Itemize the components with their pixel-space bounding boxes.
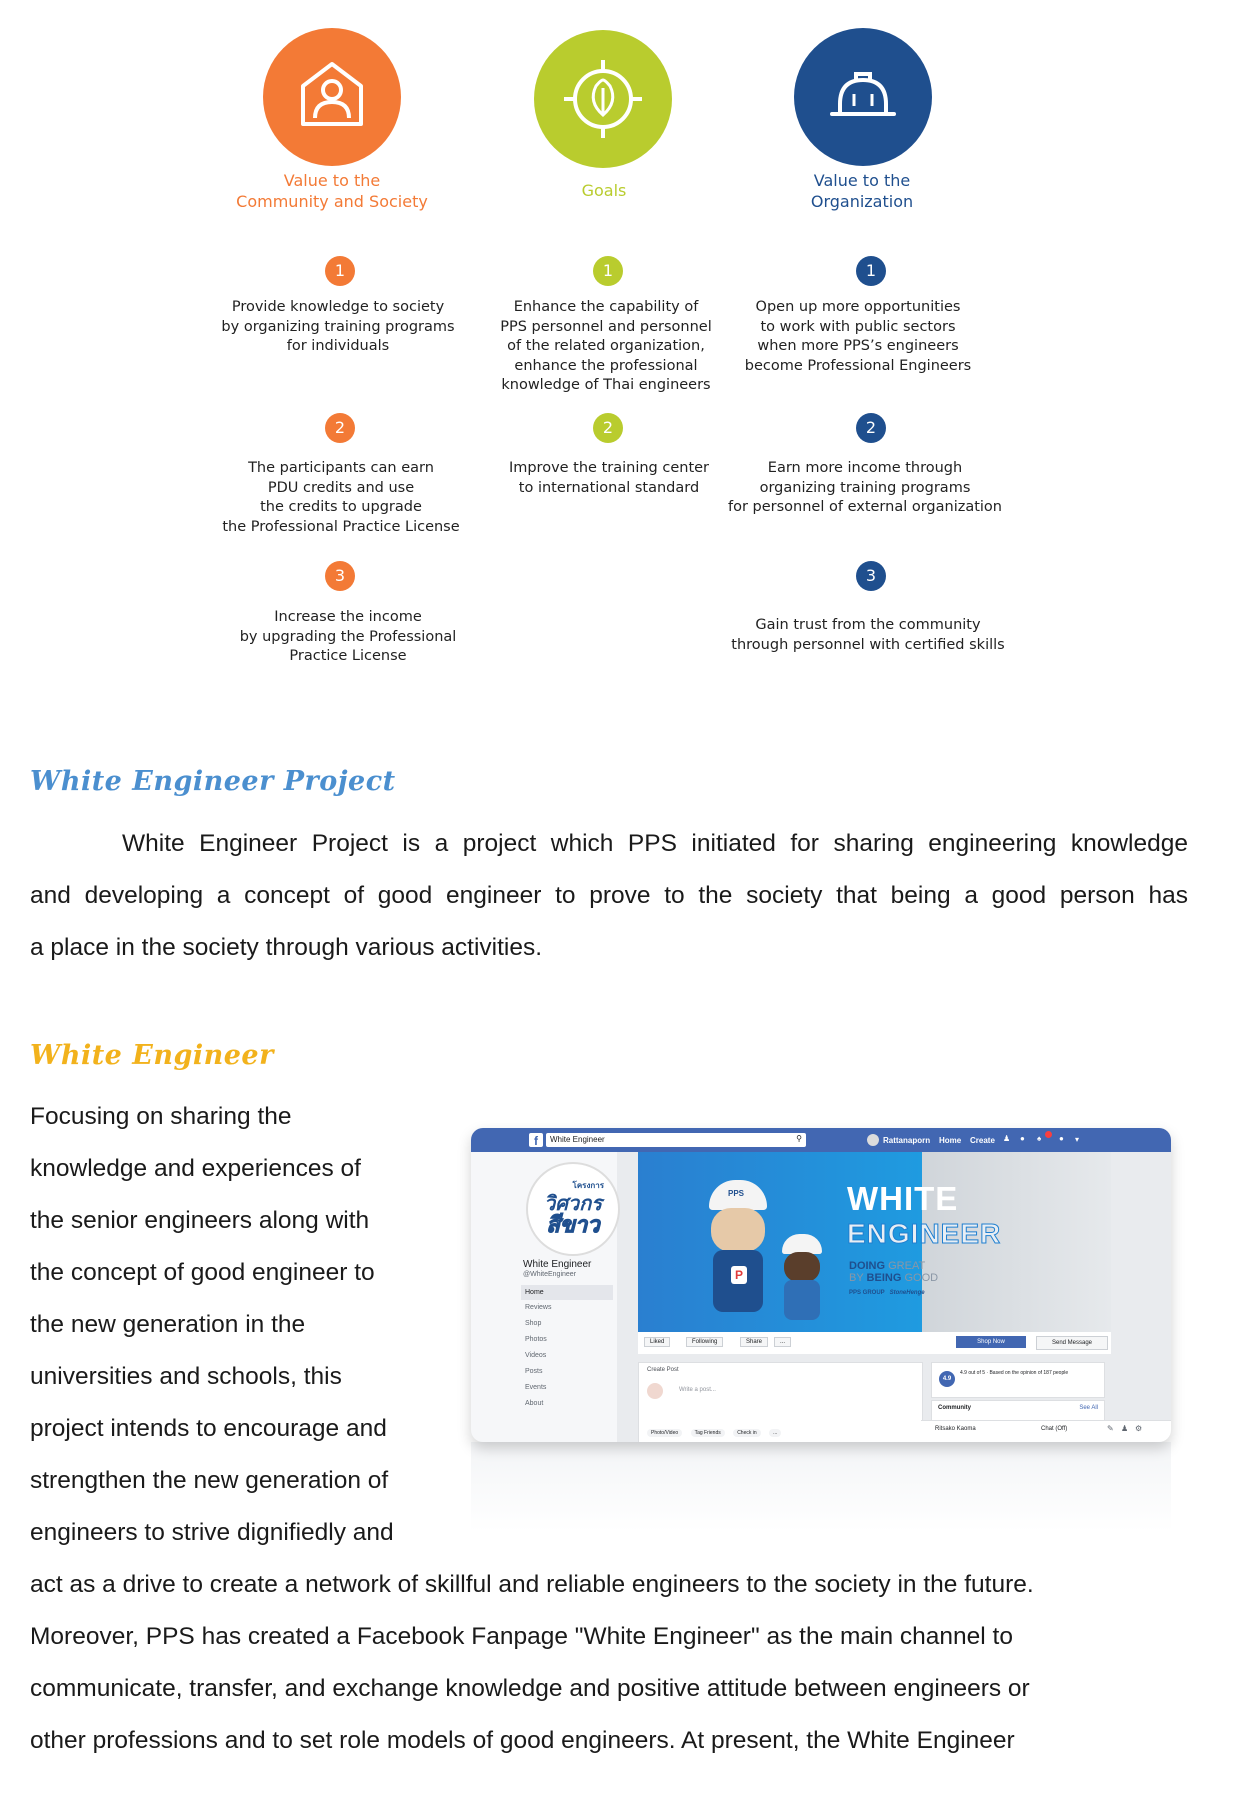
chat-bar [921,1420,1171,1442]
mascot-small-face [784,1252,820,1282]
paragraph-line: a place in the society through various activities. [30,934,543,961]
project-paragraph [30,818,1188,974]
col-title-organization: Value to the Organization [810,171,914,211]
share-button[interactable]: Share [740,1337,768,1347]
fb-top-bar [471,1128,1171,1152]
mascot-small [778,1234,826,1322]
facebook-logo-icon: f [529,1133,543,1147]
cover-photo [638,1152,1111,1332]
tag-friends-tab[interactable]: Tag Friends [691,1429,725,1437]
rating-badge: 4.9 [939,1371,955,1387]
tag-being: BEING [866,1272,902,1284]
fb-avatar[interactable] [867,1134,879,1146]
organization-item-2: Earn more income through organizing training programs for personnel of external organization [727,460,1002,515]
cover-tagline [849,1260,938,1284]
more-tab[interactable]: ... [769,1429,781,1437]
cover-title-engineer: ENGINEER [847,1218,1002,1249]
facebook-page-screenshot [471,1128,1171,1442]
paragraph-line: act as a drive to create a network of skillful and reliable engineers to the society in the future. [30,1571,1034,1598]
mascot-small-hat [782,1234,822,1254]
number-badge: 1 [593,256,623,286]
number-badge: 2 [856,413,886,443]
page-action-bar [638,1332,1111,1354]
rating-box [931,1362,1105,1398]
organization-item-1: Open up more opportunities to work with public sectors when more PPS’s engineers become Professional Engineers [744,299,972,374]
notifications-icon[interactable]: ♠ [1037,1134,1042,1143]
chevron-down-icon[interactable]: ▾ [1075,1135,1080,1144]
paragraph-line: strengthen the new generation of [30,1467,389,1494]
paragraph-line: and developing a concept of good engineer to prove to the society that being a good person has [30,882,1188,909]
photo-video-tab[interactable]: Photo/Video [647,1429,682,1437]
community-circle [263,28,401,166]
section-heading-white-engineer: White Engineer [30,1040,274,1071]
shop-now-button[interactable]: Shop Now [956,1336,1026,1348]
paragraph-line: White Engineer Project is a project which PPS initiated for sharing engineering knowledge [122,830,1188,857]
brand-stonehenge: StoneHenge [889,1290,925,1296]
menu-item-about[interactable]: About [525,1400,544,1407]
fb-user-name[interactable]: Rattanaporn [883,1136,931,1145]
tag-good: GOOD [904,1272,939,1284]
search-icon: ⚲ [796,1134,802,1143]
community-item-2: The participants can earn PDU credits and use the credits to upgrade the Professional Practice License [222,460,460,535]
write-post-input[interactable]: Write a post... [679,1387,716,1393]
menu-item-videos[interactable]: Videos [525,1352,547,1359]
post-tabs [647,1421,781,1439]
community-label: Community [938,1405,971,1411]
create-post-box [638,1362,923,1442]
paragraph-line: the new generation in the [30,1311,306,1338]
hard-hat-icon [709,1180,767,1210]
logo-thai-1: วิศวกร [543,1191,602,1215]
fb-search-text: White Engineer [550,1135,605,1144]
cap-badge: PPS [728,1189,745,1198]
cover-title-white: WHITE [847,1180,959,1217]
help-icon[interactable]: ● [1059,1134,1064,1143]
page-name: White Engineer [523,1259,592,1270]
mascot-face [711,1208,765,1252]
white-engineer-paragraph-wide [30,1559,1200,1767]
mascot-small-body [784,1280,820,1320]
community-item-1: Provide knowledge to society by organizing training programs for individuals [221,299,455,354]
menu-item-shop[interactable]: Shop [525,1320,542,1327]
send-message-button[interactable]: Send Message [1036,1336,1108,1350]
menu-item-events[interactable]: Events [525,1384,547,1391]
post-avatar [647,1383,663,1399]
messenger-icon[interactable]: ● [1020,1134,1025,1143]
check-in-tab[interactable]: Check in [733,1429,760,1437]
paragraph-line: the senior engineers along with [30,1207,370,1234]
house-person-icon [263,28,401,166]
number-badge: 3 [856,561,886,591]
goals-circle [534,30,672,168]
col-title-community: Value to the Community and Society [236,171,428,211]
page-handle: @WhiteEngineer [523,1271,577,1278]
paragraph-line: other professions and to set role models of good engineers. At present, the White Engineer [30,1727,1015,1754]
logo-thai-2: สีขาว [546,1213,600,1238]
fb-left-column [471,1152,617,1442]
paragraph-line: knowledge and experiences of [30,1155,361,1182]
tag-doing: DOING [849,1260,886,1272]
white-engineer-paragraph-narrow [30,1091,450,1559]
paragraph-line: communicate, transfer, and exchange knowledge and positive attitude between engineers or [30,1675,1030,1702]
menu-item-home[interactable]: Home [521,1285,613,1300]
paragraph-line: engineers to strive dignifiedly and [30,1519,394,1546]
screenshot-reflection [471,1442,1171,1532]
chat-label[interactable]: Chat (Off) [1041,1426,1068,1432]
tag-great: GREAT [888,1260,926,1272]
following-button[interactable]: Following [686,1337,723,1347]
mascot-large [703,1180,773,1320]
paragraph-line: Focusing on sharing the [30,1103,292,1130]
more-button[interactable]: ... [774,1337,791,1347]
section-heading-project: White Engineer Project [30,766,396,797]
fb-nav-home[interactable]: Home [939,1136,962,1145]
fb-nav-create[interactable]: Create [970,1136,995,1145]
leaf-target-icon [534,30,672,168]
see-all-link[interactable]: See All [1079,1405,1098,1411]
paragraph-line: Moreover, PPS has created a Facebook Fanpage "White Engineer" as the main channel to [30,1623,1013,1650]
paragraph-line: project intends to encourage and [30,1415,387,1442]
number-badge: 2 [593,413,623,443]
col-title-goals: Goals [581,181,627,200]
hard-hat-icon [794,28,932,166]
menu-item-reviews[interactable]: Reviews [525,1304,552,1311]
goals-item-2: Improve the training center to international standard [508,460,710,496]
chat-user-name[interactable]: Ritsako Kaoma [935,1426,976,1432]
paragraph-line: universities and schools, this [30,1363,342,1390]
community-item-3: Increase the income by upgrading the Professional Practice License [239,609,457,664]
tag-by: BY [849,1272,864,1284]
create-post-label: Create Post [647,1367,679,1373]
organization-item-3: Gain trust from the community through personnel with certified skills [731,617,1005,653]
liked-button[interactable]: Liked [644,1337,670,1347]
menu-item-photos[interactable]: Photos [525,1336,547,1343]
cover-brands [849,1290,925,1296]
contacts-icon[interactable]: ♟ [1121,1424,1129,1433]
fb-search-input[interactable] [546,1133,806,1147]
friends-icon[interactable]: ♟ [1003,1134,1011,1143]
notification-badge [1045,1131,1052,1138]
compose-icon[interactable]: ✎ [1107,1424,1114,1433]
number-badge: 1 [856,256,886,286]
organization-circle [794,28,932,166]
page-profile-logo [526,1162,620,1256]
number-badge: 1 [325,256,355,286]
number-badge: 3 [325,561,355,591]
paragraph-line: the concept of good engineer to [30,1259,375,1286]
brand-pps: PPS GROUP [849,1290,885,1296]
page-menu [521,1285,613,1412]
goals-item-1: Enhance the capability of PPS personnel and personnel of the related organization, enhance the professional knowledge of Thai engineers [500,299,712,393]
settings-gear-icon[interactable]: ⚙ [1135,1424,1143,1433]
rating-text: 4.9 out of 5 · Based on the opinion of 187 people [960,1370,1069,1376]
number-badge: 2 [325,413,355,443]
logo-thai-small: โครงการ [572,1181,604,1190]
mascot-body: P [713,1250,763,1312]
menu-item-posts[interactable]: Posts [525,1368,543,1375]
